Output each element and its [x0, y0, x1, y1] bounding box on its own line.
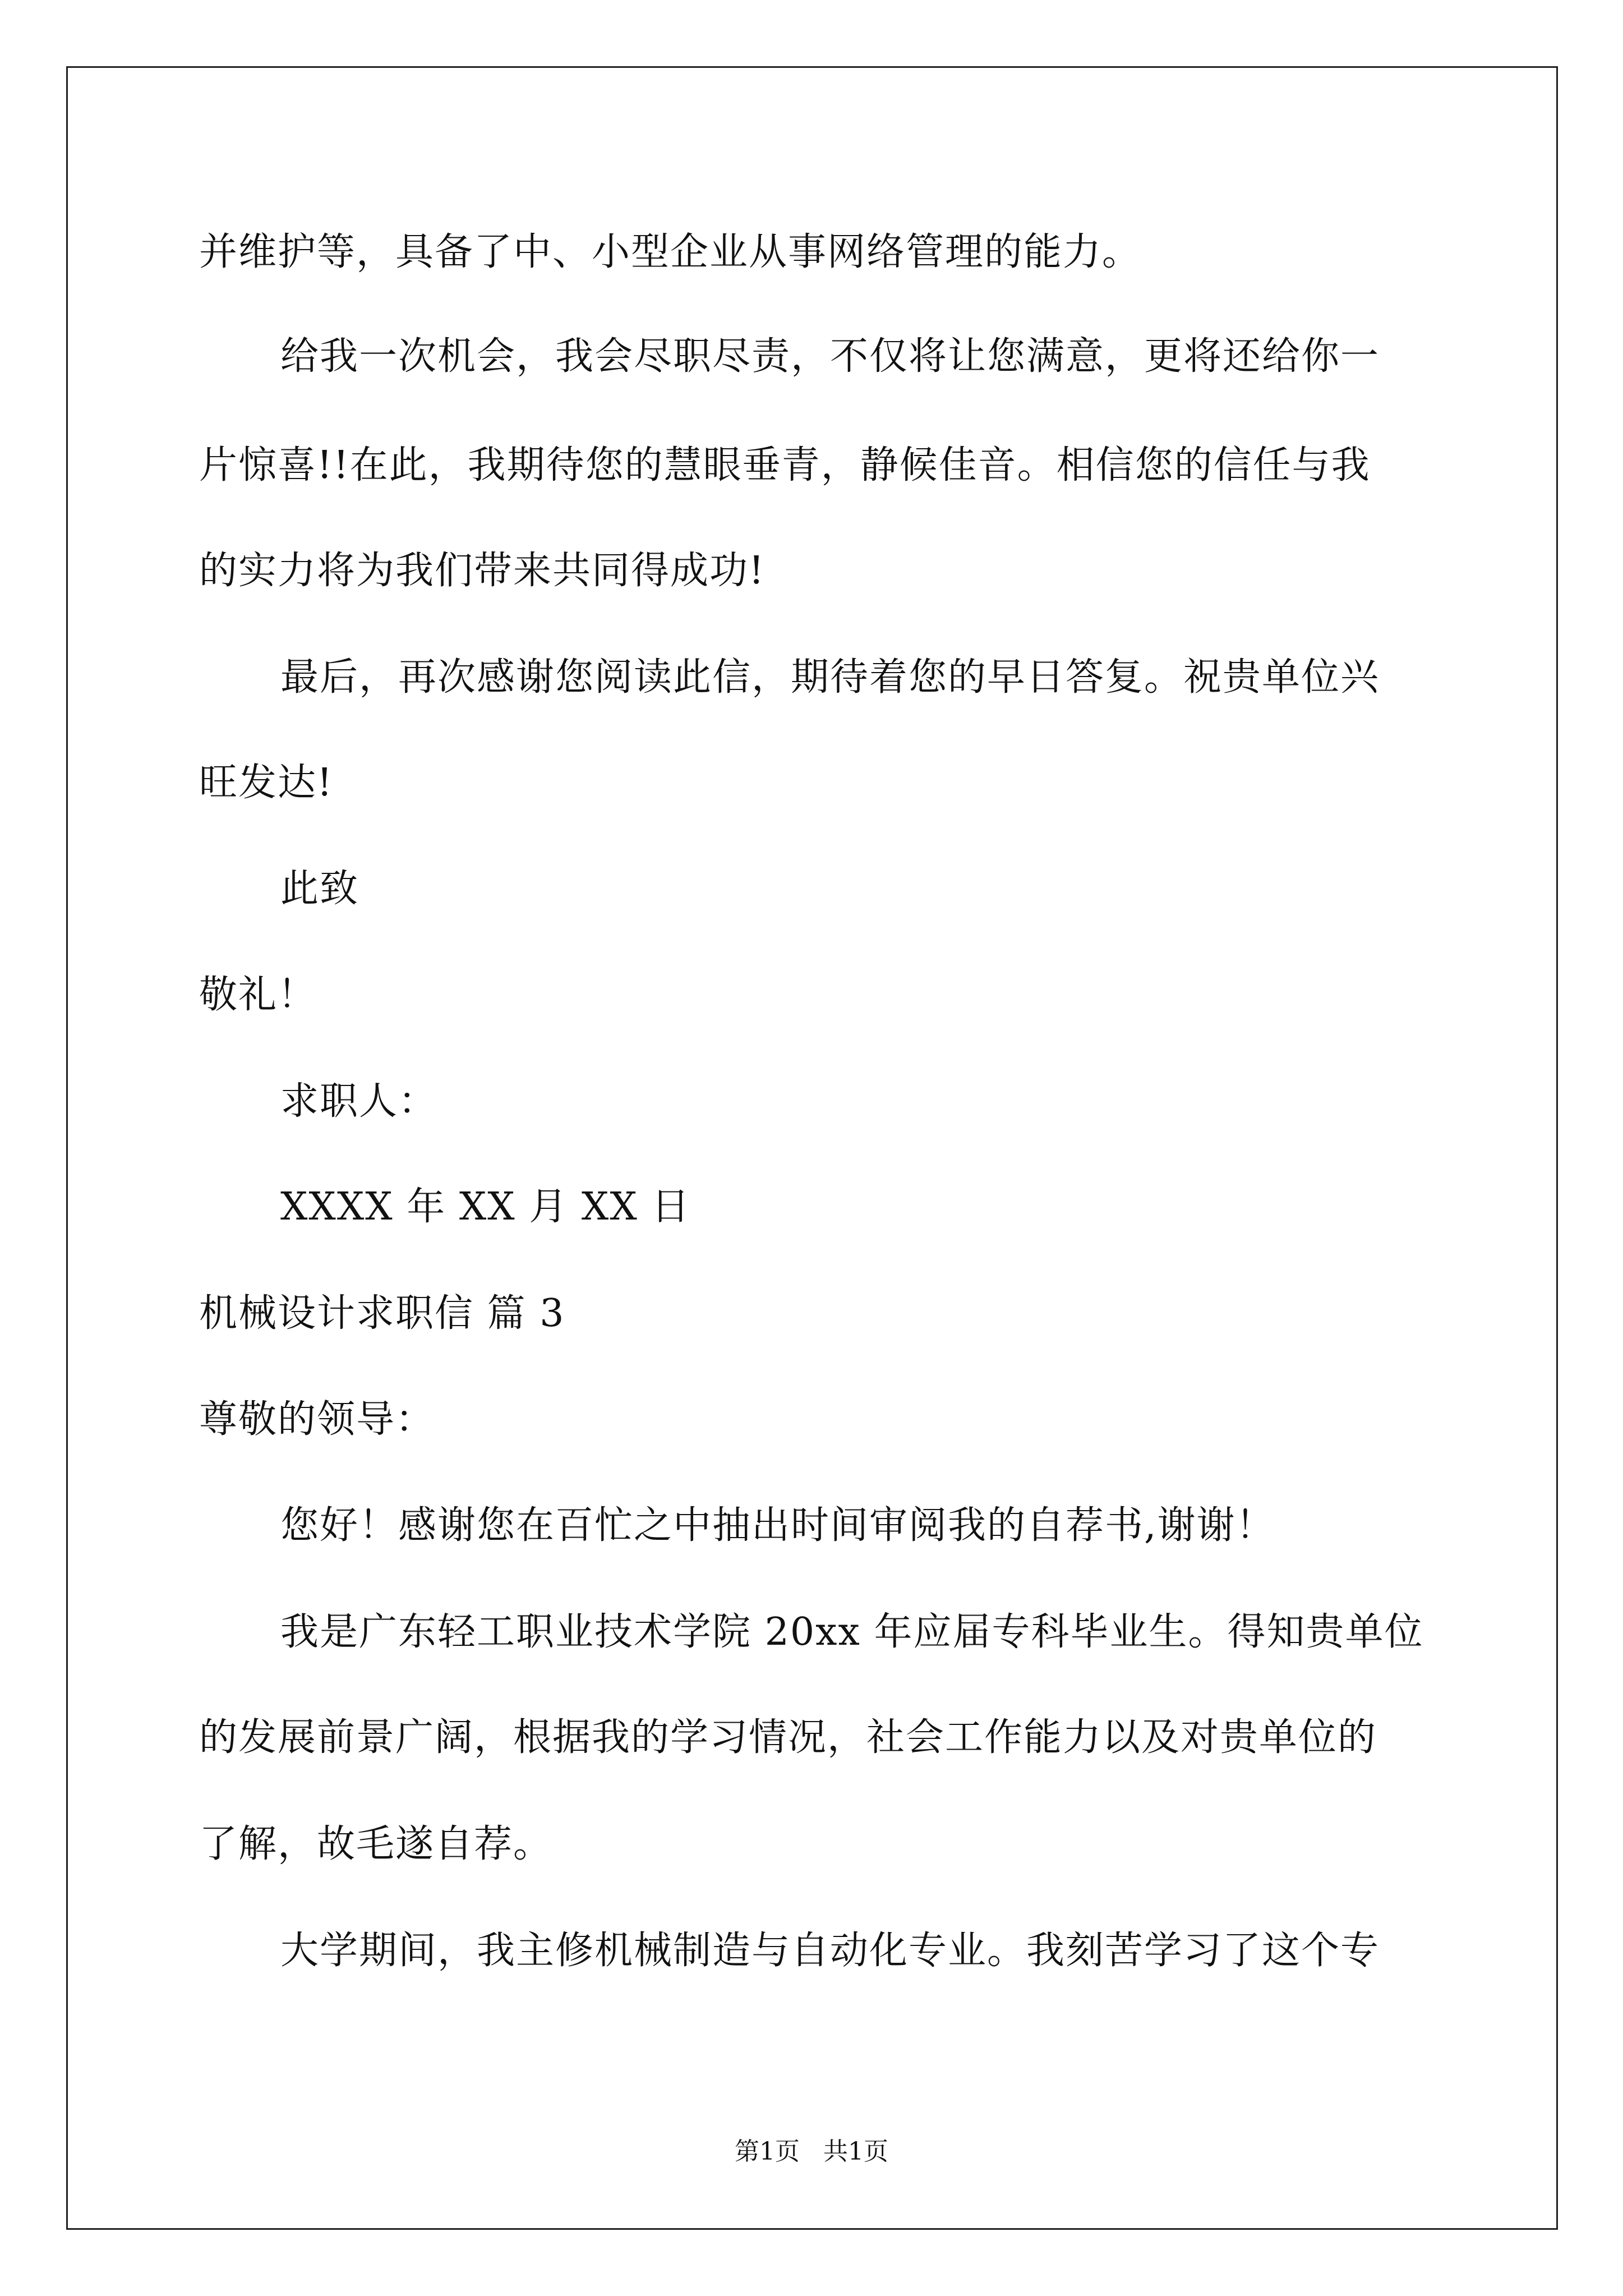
paragraph-line: 的实力将为我们带来共同得成功!: [199, 549, 766, 593]
paragraph-line: 的发展前景广阔，根据我的学习情况，社会工作能力以及对贵单位的: [199, 1715, 1377, 1760]
paragraph-line: 片惊喜!!在此，我期待您的慧眼垂青，静候佳音。相信您的信任与我: [199, 443, 1371, 487]
closing-salutation: 此致: [280, 867, 359, 911]
paragraph-line: 您好！感谢您在百忙之中抽出时间审阅我的自荐书,谢谢！: [280, 1503, 1275, 1548]
applicant-label: 求职人：: [280, 1079, 438, 1124]
page-number-footer: 第1页 共1页: [735, 2137, 888, 2166]
section-heading: 机械设计求职信 篇 3: [199, 1291, 565, 1336]
greeting: 尊敬的领导：: [199, 1397, 435, 1442]
paragraph-line: 给我一次机会，我会尽职尽责，不仅将让您满意，更将还给你一: [280, 334, 1380, 379]
paragraph-line: 我是广东轻工职业技术学院 20xx 年应届专科毕业生。得知贵单位: [280, 1610, 1424, 1654]
paragraph-line: 旺发达!: [199, 761, 334, 805]
page-border: [66, 66, 1558, 2230]
paragraph-line: 并维护等，具备了中、小型企业从事网络管理的能力。: [199, 230, 1142, 274]
letter-date: XXXX 年 XX 月 XX 日: [280, 1185, 691, 1229]
closing-regards: 敬礼！: [199, 973, 317, 1017]
paragraph-line: 最后，再次感谢您阅读此信，期待着您的早日答复。祝贵单位兴: [280, 655, 1380, 700]
paragraph-line: 大学期间，我主修机械制造与自动化专业。我刻苦学习了这个专: [280, 1929, 1380, 1973]
paragraph-line: 了解，故毛遂自荐。: [199, 1822, 553, 1866]
